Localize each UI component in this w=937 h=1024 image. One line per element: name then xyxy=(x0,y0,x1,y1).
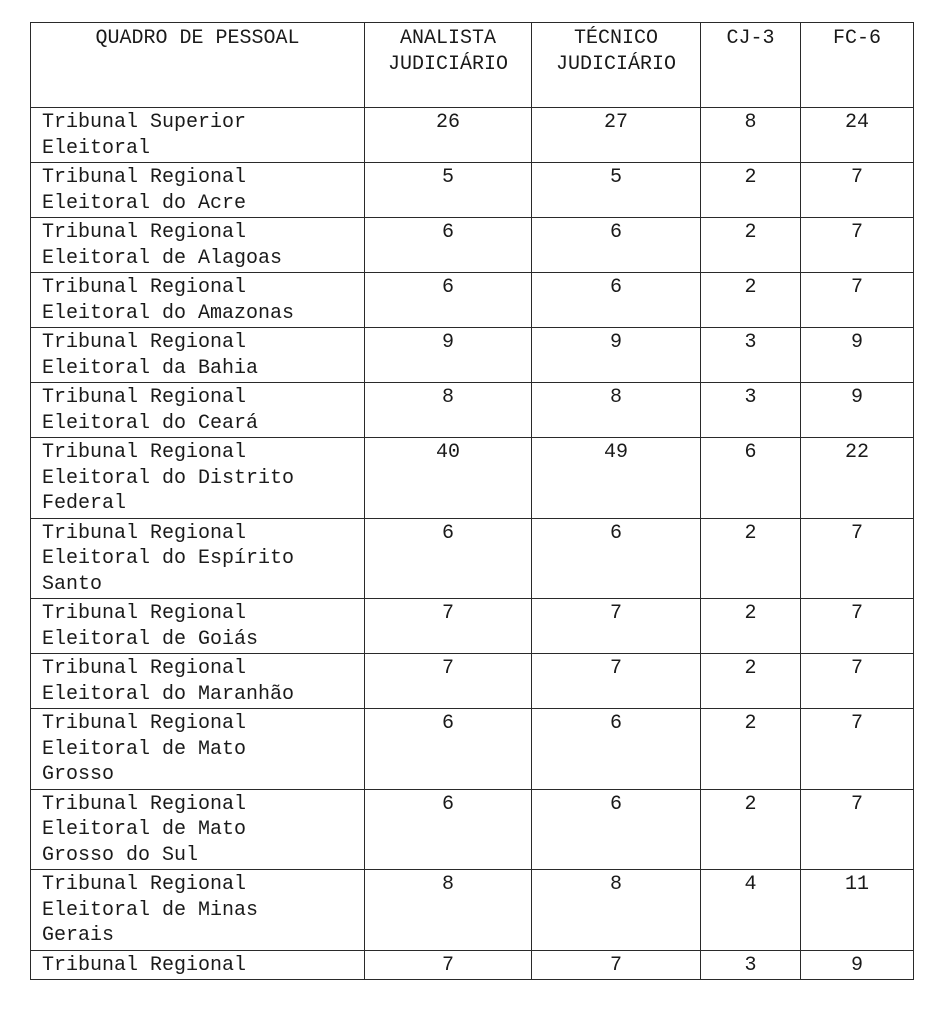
cj-3-cell: 4 xyxy=(701,870,801,951)
court-name-cell: Tribunal Regional Eleitoral do Espírito Santo xyxy=(31,518,365,599)
table-row xyxy=(31,599,914,654)
tecnico-judiciario-cell: 27 xyxy=(532,108,701,163)
court-name-cell: Tribunal Regional Eleitoral da Bahia xyxy=(31,328,365,383)
court-name-cell: Tribunal Regional Eleitoral do Distrito Federal xyxy=(31,438,365,519)
fc-6-cell: 22 xyxy=(801,438,914,519)
table-row xyxy=(31,108,914,163)
analista-judiciario-cell: 26 xyxy=(365,108,532,163)
tecnico-judiciario-cell: 49 xyxy=(532,438,701,519)
analista-judiciario-cell: 7 xyxy=(365,599,532,654)
fc-6-cell: 9 xyxy=(801,950,914,980)
cj-3-cell: 2 xyxy=(701,789,801,870)
fc-6-cell: 7 xyxy=(801,599,914,654)
court-name-cell: Tribunal Regional Eleitoral de Minas Gerais xyxy=(31,870,365,951)
table-row xyxy=(31,383,914,438)
court-name-cell: Tribunal Regional Eleitoral de Goiás xyxy=(31,599,365,654)
fc-6-cell: 7 xyxy=(801,789,914,870)
tecnico-judiciario-cell: 8 xyxy=(532,870,701,951)
table-row xyxy=(31,218,914,273)
court-name-cell: Tribunal Superior Eleitoral xyxy=(31,108,365,163)
analista-judiciario-cell: 7 xyxy=(365,654,532,709)
tecnico-judiciario-cell: 6 xyxy=(532,709,701,790)
analista-judiciario-cell: 6 xyxy=(365,518,532,599)
tecnico-judiciario-cell: 7 xyxy=(532,950,701,980)
analista-judiciario-cell: 5 xyxy=(365,163,532,218)
fc-6-cell: 7 xyxy=(801,218,914,273)
fc-6-cell: 7 xyxy=(801,654,914,709)
court-name-cell: Tribunal Regional Eleitoral de Alagoas xyxy=(31,218,365,273)
analista-judiciario-cell: 7 xyxy=(365,950,532,980)
analista-judiciario-cell: 8 xyxy=(365,870,532,951)
analista-judiciario-cell: 6 xyxy=(365,709,532,790)
court-name-cell: Tribunal Regional Eleitoral do Amazonas xyxy=(31,273,365,328)
cj-3-cell: 3 xyxy=(701,950,801,980)
table-row xyxy=(31,163,914,218)
cj-3-cell: 2 xyxy=(701,709,801,790)
table-row xyxy=(31,950,914,980)
table-row xyxy=(31,273,914,328)
header-fc-6: FC-6 xyxy=(801,23,914,108)
cj-3-cell: 2 xyxy=(701,518,801,599)
staff-allocation-table xyxy=(30,22,914,980)
table-row xyxy=(31,438,914,519)
tecnico-judiciario-cell: 7 xyxy=(532,599,701,654)
tecnico-judiciario-cell: 9 xyxy=(532,328,701,383)
fc-6-cell: 7 xyxy=(801,273,914,328)
header-analista-judiciario: ANALISTA JUDICIÁRIO xyxy=(365,23,532,108)
tecnico-judiciario-cell: 6 xyxy=(532,273,701,328)
tecnico-judiciario-cell: 5 xyxy=(532,163,701,218)
analista-judiciario-cell: 6 xyxy=(365,789,532,870)
table-row xyxy=(31,789,914,870)
analista-judiciario-cell: 40 xyxy=(365,438,532,519)
tecnico-judiciario-cell: 7 xyxy=(532,654,701,709)
cj-3-cell: 2 xyxy=(701,163,801,218)
table-row xyxy=(31,870,914,951)
header-quadro-de-pessoal: QUADRO DE PESSOAL xyxy=(31,23,365,108)
court-name-cell: Tribunal Regional Eleitoral do Acre xyxy=(31,163,365,218)
fc-6-cell: 9 xyxy=(801,383,914,438)
cj-3-cell: 2 xyxy=(701,599,801,654)
fc-6-cell: 7 xyxy=(801,709,914,790)
fc-6-cell: 7 xyxy=(801,163,914,218)
header-tecnico-judiciario: TÉCNICO JUDICIÁRIO xyxy=(532,23,701,108)
fc-6-cell: 7 xyxy=(801,518,914,599)
tecnico-judiciario-cell: 6 xyxy=(532,789,701,870)
court-name-cell: Tribunal Regional Eleitoral de Mato Grosso do Sul xyxy=(31,789,365,870)
table-body xyxy=(31,108,914,980)
cj-3-cell: 3 xyxy=(701,383,801,438)
cj-3-cell: 2 xyxy=(701,654,801,709)
analista-judiciario-cell: 8 xyxy=(365,383,532,438)
tecnico-judiciario-cell: 6 xyxy=(532,518,701,599)
table-row xyxy=(31,709,914,790)
court-name-cell: Tribunal Regional Eleitoral do Ceará xyxy=(31,383,365,438)
analista-judiciario-cell: 6 xyxy=(365,273,532,328)
cj-3-cell: 8 xyxy=(701,108,801,163)
header-cj-3: CJ-3 xyxy=(701,23,801,108)
fc-6-cell: 11 xyxy=(801,870,914,951)
analista-judiciario-cell: 6 xyxy=(365,218,532,273)
cj-3-cell: 2 xyxy=(701,273,801,328)
cj-3-cell: 2 xyxy=(701,218,801,273)
analista-judiciario-cell: 9 xyxy=(365,328,532,383)
cj-3-cell: 3 xyxy=(701,328,801,383)
table-row xyxy=(31,654,914,709)
fc-6-cell: 9 xyxy=(801,328,914,383)
court-name-cell: Tribunal Regional Eleitoral de Mato Grosso xyxy=(31,709,365,790)
court-name-cell: Tribunal Regional Eleitoral do Maranhão xyxy=(31,654,365,709)
tecnico-judiciario-cell: 8 xyxy=(532,383,701,438)
table-header-row xyxy=(31,23,914,108)
tecnico-judiciario-cell: 6 xyxy=(532,218,701,273)
court-name-cell: Tribunal Regional xyxy=(31,950,365,980)
fc-6-cell: 24 xyxy=(801,108,914,163)
cj-3-cell: 6 xyxy=(701,438,801,519)
table-row xyxy=(31,328,914,383)
table-row xyxy=(31,518,914,599)
